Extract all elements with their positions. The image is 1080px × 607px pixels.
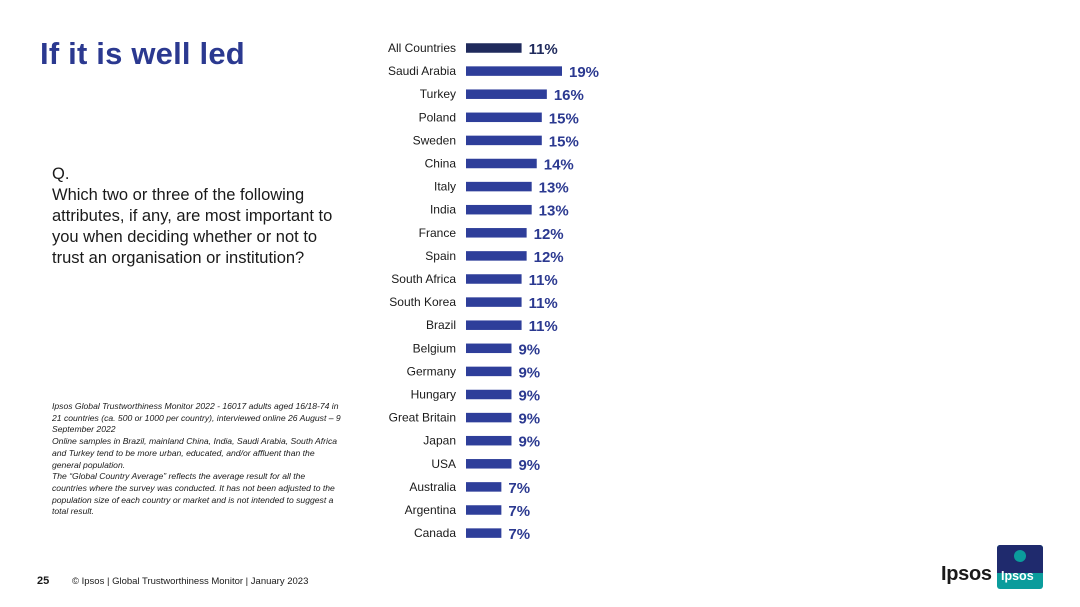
category-label-argentina: Argentina: [404, 503, 456, 517]
category-label-turkey: Turkey: [419, 87, 456, 102]
category-label-germany: Germany: [406, 364, 456, 379]
category-label-spain: Spain: [425, 248, 456, 263]
source-notes: [52, 401, 342, 518]
source-note-3: The “Global Country Average” reflects the average result for all the countries where the survey was conducted. It has not been adjusted to the population size of each country or market and is not intended to suggest a total result.: [52, 471, 335, 517]
bar-all-countries: [466, 43, 522, 53]
footer-copyright: © Ipsos | Global Trustworthiness Monitor | January 2023: [72, 576, 309, 587]
value-label-all-countries: 11%: [528, 41, 558, 58]
bar-chart: [360, 35, 640, 550]
bar-spain: [466, 251, 527, 261]
page-number: 25: [37, 575, 50, 587]
bar-japan: [466, 436, 511, 446]
bar-usa: [466, 459, 511, 469]
category-label-india: India: [429, 202, 456, 217]
question-block: [52, 164, 342, 269]
category-label-australia: Australia: [409, 479, 456, 494]
value-label-india: 13%: [538, 202, 569, 220]
bar-saudi-arabia: [466, 66, 562, 76]
value-label-china: 14%: [543, 156, 574, 174]
value-label-canada: 7%: [508, 526, 531, 544]
value-label-turkey: 16%: [553, 87, 584, 105]
bar-china: [466, 159, 537, 169]
category-label-brazil: Brazil: [425, 318, 456, 333]
category-label-south-korea: South Korea: [389, 295, 456, 310]
bar-poland: [466, 113, 542, 123]
bar-south-africa: [466, 274, 522, 284]
ipsos-logo-text: Ipsos: [941, 563, 992, 585]
bar-turkey: [466, 89, 547, 99]
bar-belgium: [466, 344, 511, 354]
bar-australia: [466, 482, 501, 492]
value-label-italy: 13%: [538, 179, 569, 197]
question-label: Q.: [52, 165, 70, 183]
logo-badge-dot: [1014, 550, 1026, 562]
category-label-china: China: [424, 156, 456, 171]
category-label-all-countries: All Countries: [387, 41, 456, 55]
value-label-japan: 9%: [518, 433, 541, 451]
category-label-canada: Canada: [413, 526, 456, 541]
bar-hungary: [466, 390, 511, 400]
value-label-belgium: 9%: [518, 341, 541, 359]
bar-great-britain: [466, 413, 511, 423]
question-text: Which two or three of the following attributes, if any, are most important to you when deciding whether or not to trust an organisation or institution?: [52, 186, 333, 267]
category-label-italy: Italy: [433, 179, 456, 194]
category-label-great-britain: Great Britain: [388, 410, 456, 425]
value-label-spain: 12%: [533, 248, 564, 266]
value-label-brazil: 11%: [528, 318, 558, 336]
value-label-sweden: 15%: [548, 133, 579, 151]
bar-sweden: [466, 136, 542, 146]
value-label-south-korea: 11%: [528, 295, 558, 313]
page-title: If it is well led: [40, 36, 245, 71]
value-label-south-africa: 11%: [528, 272, 558, 289]
bar-france: [466, 228, 527, 238]
category-label-sweden: Sweden: [412, 133, 456, 148]
value-label-argentina: 7%: [508, 503, 531, 520]
value-label-usa: 9%: [518, 456, 541, 474]
bar-argentina: [466, 505, 501, 515]
bar-germany: [466, 367, 511, 377]
bar-india: [466, 205, 532, 215]
value-label-saudi-arabia: 19%: [569, 64, 600, 82]
value-label-france: 12%: [533, 225, 564, 243]
category-label-belgium: Belgium: [412, 341, 456, 356]
source-note-1: Ipsos Global Trustworthiness Monitor 2022 - 16017 adults aged 16/18-74 in 21 countries (ca. 500 or 1000 per country), interviewed online 26 August – 9 September 2022: [52, 401, 341, 435]
value-label-poland: 15%: [548, 110, 579, 128]
category-label-usa: USA: [431, 456, 456, 471]
bar-brazil: [466, 320, 522, 330]
ipsos-logo-icon: [997, 545, 1043, 589]
category-label-hungary: Hungary: [410, 387, 456, 402]
bar-canada: [466, 528, 501, 538]
bar-italy: [466, 182, 532, 192]
category-label-france: France: [418, 225, 456, 240]
logo-badge-word: Ipsos: [1001, 569, 1034, 583]
category-label-poland: Poland: [418, 110, 456, 125]
value-label-australia: 7%: [508, 479, 531, 497]
value-label-great-britain: 9%: [518, 410, 541, 428]
category-label-south-africa: South Africa: [391, 272, 456, 286]
category-label-japan: Japan: [423, 433, 456, 448]
value-label-hungary: 9%: [518, 387, 541, 405]
bar-south-korea: [466, 297, 522, 307]
category-label-saudi-arabia: Saudi Arabia: [387, 64, 456, 79]
source-note-2: Online samples in Brazil, mainland China, India, Saudi Arabia, South Africa and Turkey tend to be more urban, educated, and/or affluent than the general population.: [52, 436, 338, 470]
value-label-germany: 9%: [518, 364, 541, 382]
